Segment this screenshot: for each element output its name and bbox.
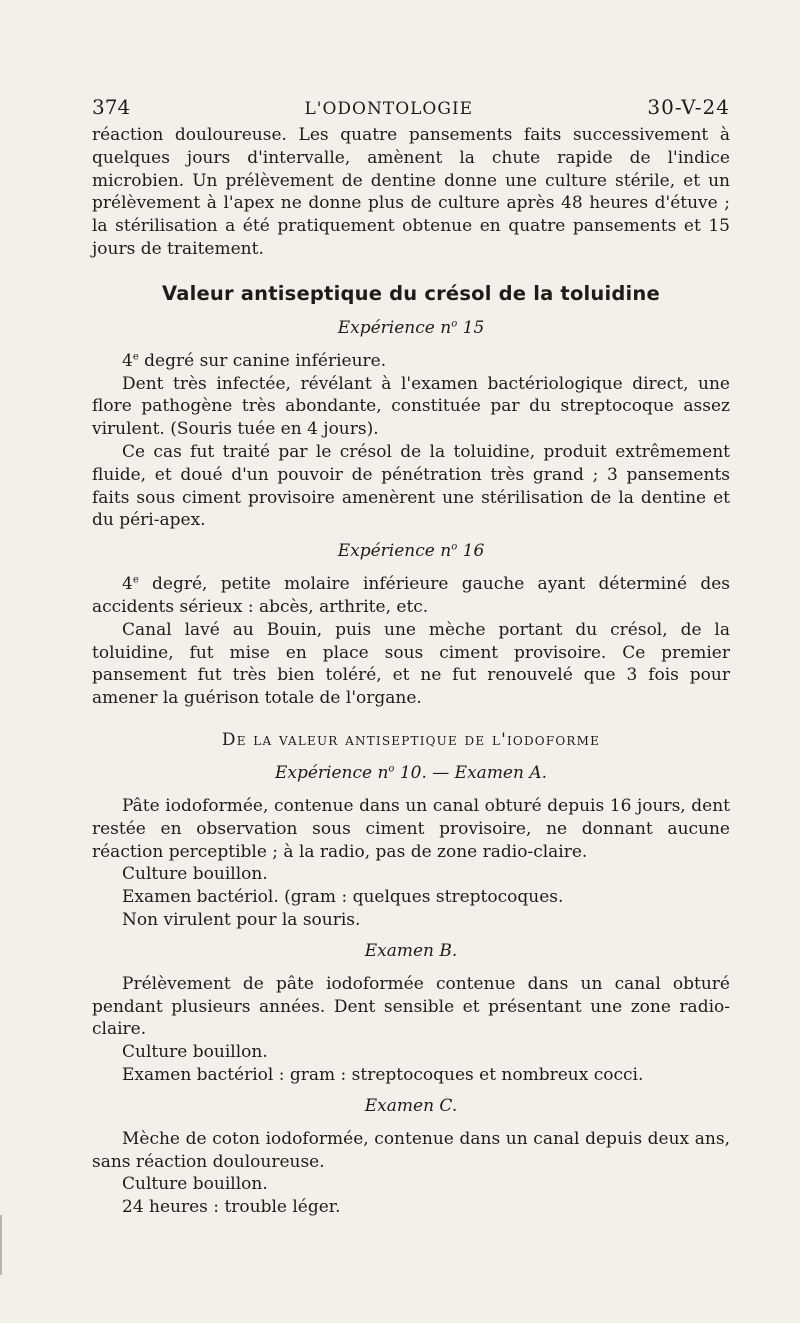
journal-title: L'ODONTOLOGIE [304, 99, 474, 119]
exp15-description: Dent très infectée, révélant à l'examen bactériologique direct, une flore pathogène très abondante, constituée par du streptocoque assez virulent. (Souris tuée en 4 jours). [92, 373, 730, 440]
examB-exam: Examen bactériol : gram : streptocoques et nombreux cocci. [122, 1064, 644, 1085]
experiment-10-heading: Expérience $n^o$ 10. — Examen A. [274, 762, 548, 783]
issue-date: 30-V-24 [647, 95, 730, 119]
examC-result: 24 heures : trouble léger. [122, 1197, 341, 1218]
examC-description: Mèche de coton iodoformée, contenue dans un canal depuis deux ans, sans réaction douloureuse. [92, 1128, 730, 1172]
exp16-degree: 4e degré, petite molaire inférieure gauche ayant déterminé des accidents sérieux : abcès, arthrite, etc. [92, 574, 730, 617]
section-title-cresol: Valeur antiseptique du crésol de la toluidine [162, 281, 660, 305]
exp15-degree: 4e degré sur canine inférieure. [122, 350, 387, 371]
exp15-treatment: Ce cas fut traité par le crésol de la toluidine, produit extrêmement fluide, et doué d'un pouvoir de pénétration très grand ; 3 pansements faits sous ciment provisoire amenèrent une stérilisation de la dentine et du péri-apex. [92, 441, 730, 531]
running-header [92, 94, 730, 122]
page-number: 374 [92, 95, 131, 119]
examB-description: Prélèvement de pâte iodoformée contenue dans un canal obturé pendant plusieurs années. Dent sensible et présentant une zone radio-claire. [92, 973, 730, 1040]
exp10-culture: Culture bouillon. [122, 864, 268, 885]
page-edge-mark [0, 1215, 2, 1275]
examC-culture: Culture bouillon. [122, 1174, 268, 1195]
exam-c-heading: Examen C. [364, 1095, 458, 1116]
experiment-15-heading: Expérience $n^o$ 15 [337, 317, 485, 338]
paragraph-continuation: réaction douloureuse. Les quatre pansements faits successivement à quelques jours d'intervalle, amènent la chute rapide de l'indice microbien. Un prélèvement de dentine donne une culture stérile, et un prélèvement à l'apex ne donne plus de culture après 48 heures d'étuve ; la stérilisation a été pratiquement obtenue en quatre pansements et 15 jours de traitement. [92, 125, 730, 259]
exp10-exam: Examen bactériol. (gram : quelques streptocoques. [122, 887, 564, 908]
section-title-iodoforme: De la valeur antiseptique de l'iodoforme [221, 729, 601, 750]
exp16-treatment: Canal lavé au Bouin, puis une mèche portant du crésol, de la toluidine, fut mise en place sous ciment provisoire. Ce premier pansement fut très bien toléré, et ne fut renouvelé que 3 fois pour amener la guérison totale de l'organe. [92, 619, 730, 709]
examB-culture: Culture bouillon. [122, 1042, 268, 1063]
exam-b-heading: Examen B. [364, 940, 458, 961]
exp10-description: Pâte iodoformée, contenue dans un canal obturé depuis 16 jours, dent restée en observation sous ciment provisoire, ne donnant aucune réaction perceptible ; à la radio, pas de zone radio-claire. [92, 795, 730, 862]
experiment-16-heading: Expérience $n^o$ 16 [337, 541, 485, 562]
exp10-virulence: Non virulent pour la souris. [122, 909, 361, 930]
